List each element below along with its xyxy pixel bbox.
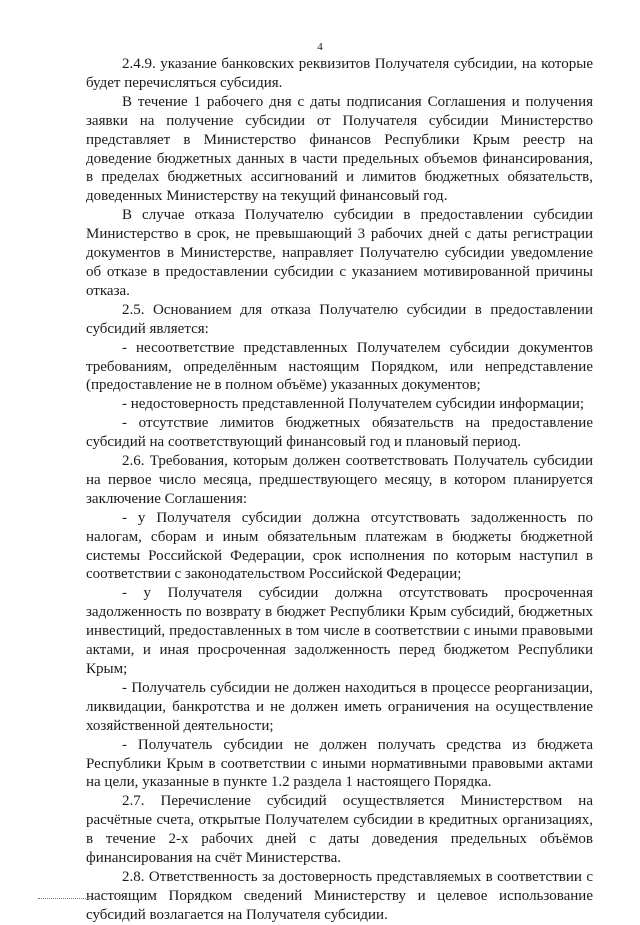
paragraph-2-5: 2.5. Основанием для отказа Получателю субсидии в предоставлении субсидий является: [86,301,593,337]
refusal-ground-item: - отсутствие лимитов бюджетных обязательств на предоставление субсидий на соответствующий финансовый год и плановый период. [86,415,593,451]
footer-mark [38,898,100,899]
paragraph-2-4-9: 2.4.9. указание банковских реквизитов Получателя субсидии, на которые будет перечисляться субсидия. [86,56,593,91]
paragraph-refusal-notice: В случае отказа Получателю субсидии в предоставлении субсидии Министерство в срок, не превышающий 3 рабочих дней с даты регистрации документов в Министерстве, направляет Получателю субсидии уведомление об отказе в предоставлении субсидии с указанием мотивированной причины отказа. [86,207,593,299]
requirement-item: - у Получателя субсидии должна отсутствовать задолженность по налогам, сборам и иным обязательным платежам в бюджеты бюджетной системы Российской Федерации, срок исполнения по которым наступил в соответствии с законодательством Российской Федерации; [86,509,593,583]
paragraph-2-8: 2.8. Ответственность за достоверность представляемых в соответствии с настоящим Порядком сведений Министерству и целевое использование субсидий возлагается на Получателя субсидии. [86,868,593,923]
requirement-item: - Получатель субсидии не должен находиться в процессе реорганизации, ликвидации, банкротства и не должен иметь ограничения на осуществление хозяйственной деятельности; [86,679,593,734]
requirement-item: - Получатель субсидии не должен получать средства из бюджета Республики Крым в соответствии с иными нормативными правовыми актами на цели, указанные в пункте 1.2 раздела 1 настоящего Порядка. [86,736,593,791]
page-number: 4 [317,41,323,53]
refusal-ground-item: - недостоверность представленной Получателем субсидии информации; [122,396,585,413]
paragraph-2-7: 2.7. Перечисление субсидий осуществляется Министерством на расчётные счета, открытые Получателем субсидии в кредитных организациях, в течение 2-х рабочих дней с даты доведения предельных объёмов финансирования на счёт Министерства. [86,793,593,867]
document-body [86,55,593,925]
paragraph-registry: В течение 1 рабочего дня с даты подписания Соглашения и получения заявки на получение субсидии от Получателя субсидии Министерство представляет в Министерство финансов Республики Крым реестр на доведение бюджетных данных в части предельных объемов финансирования, в пределах бюджетных ассигнований и лимитов бюджетных обязательств, доведенных Министерству на текущий финансовый год. [86,93,593,205]
refusal-ground-item: - несоответствие представленных Получателем субсидии документов требованиям, определённым настоящим Порядком, или непредставление (предоставление не в полном объёме) указанных документов; [86,339,593,394]
paragraph-2-6: 2.6. Требования, которым должен соответствовать Получатель субсидии на первое число месяца, предшествующего месяцу, в котором планируется заключение Соглашения: [86,453,593,507]
requirement-item: - у Получателя субсидии должна отсутствовать просроченная задолженность по возврату в бюджет Республики Крым субсидий, бюджетных инвестиций, предоставленных в том числе в соответствии с иными правовыми актами, и иная просроченная задолженность перед бюджетом Республики Крым; [86,585,593,677]
